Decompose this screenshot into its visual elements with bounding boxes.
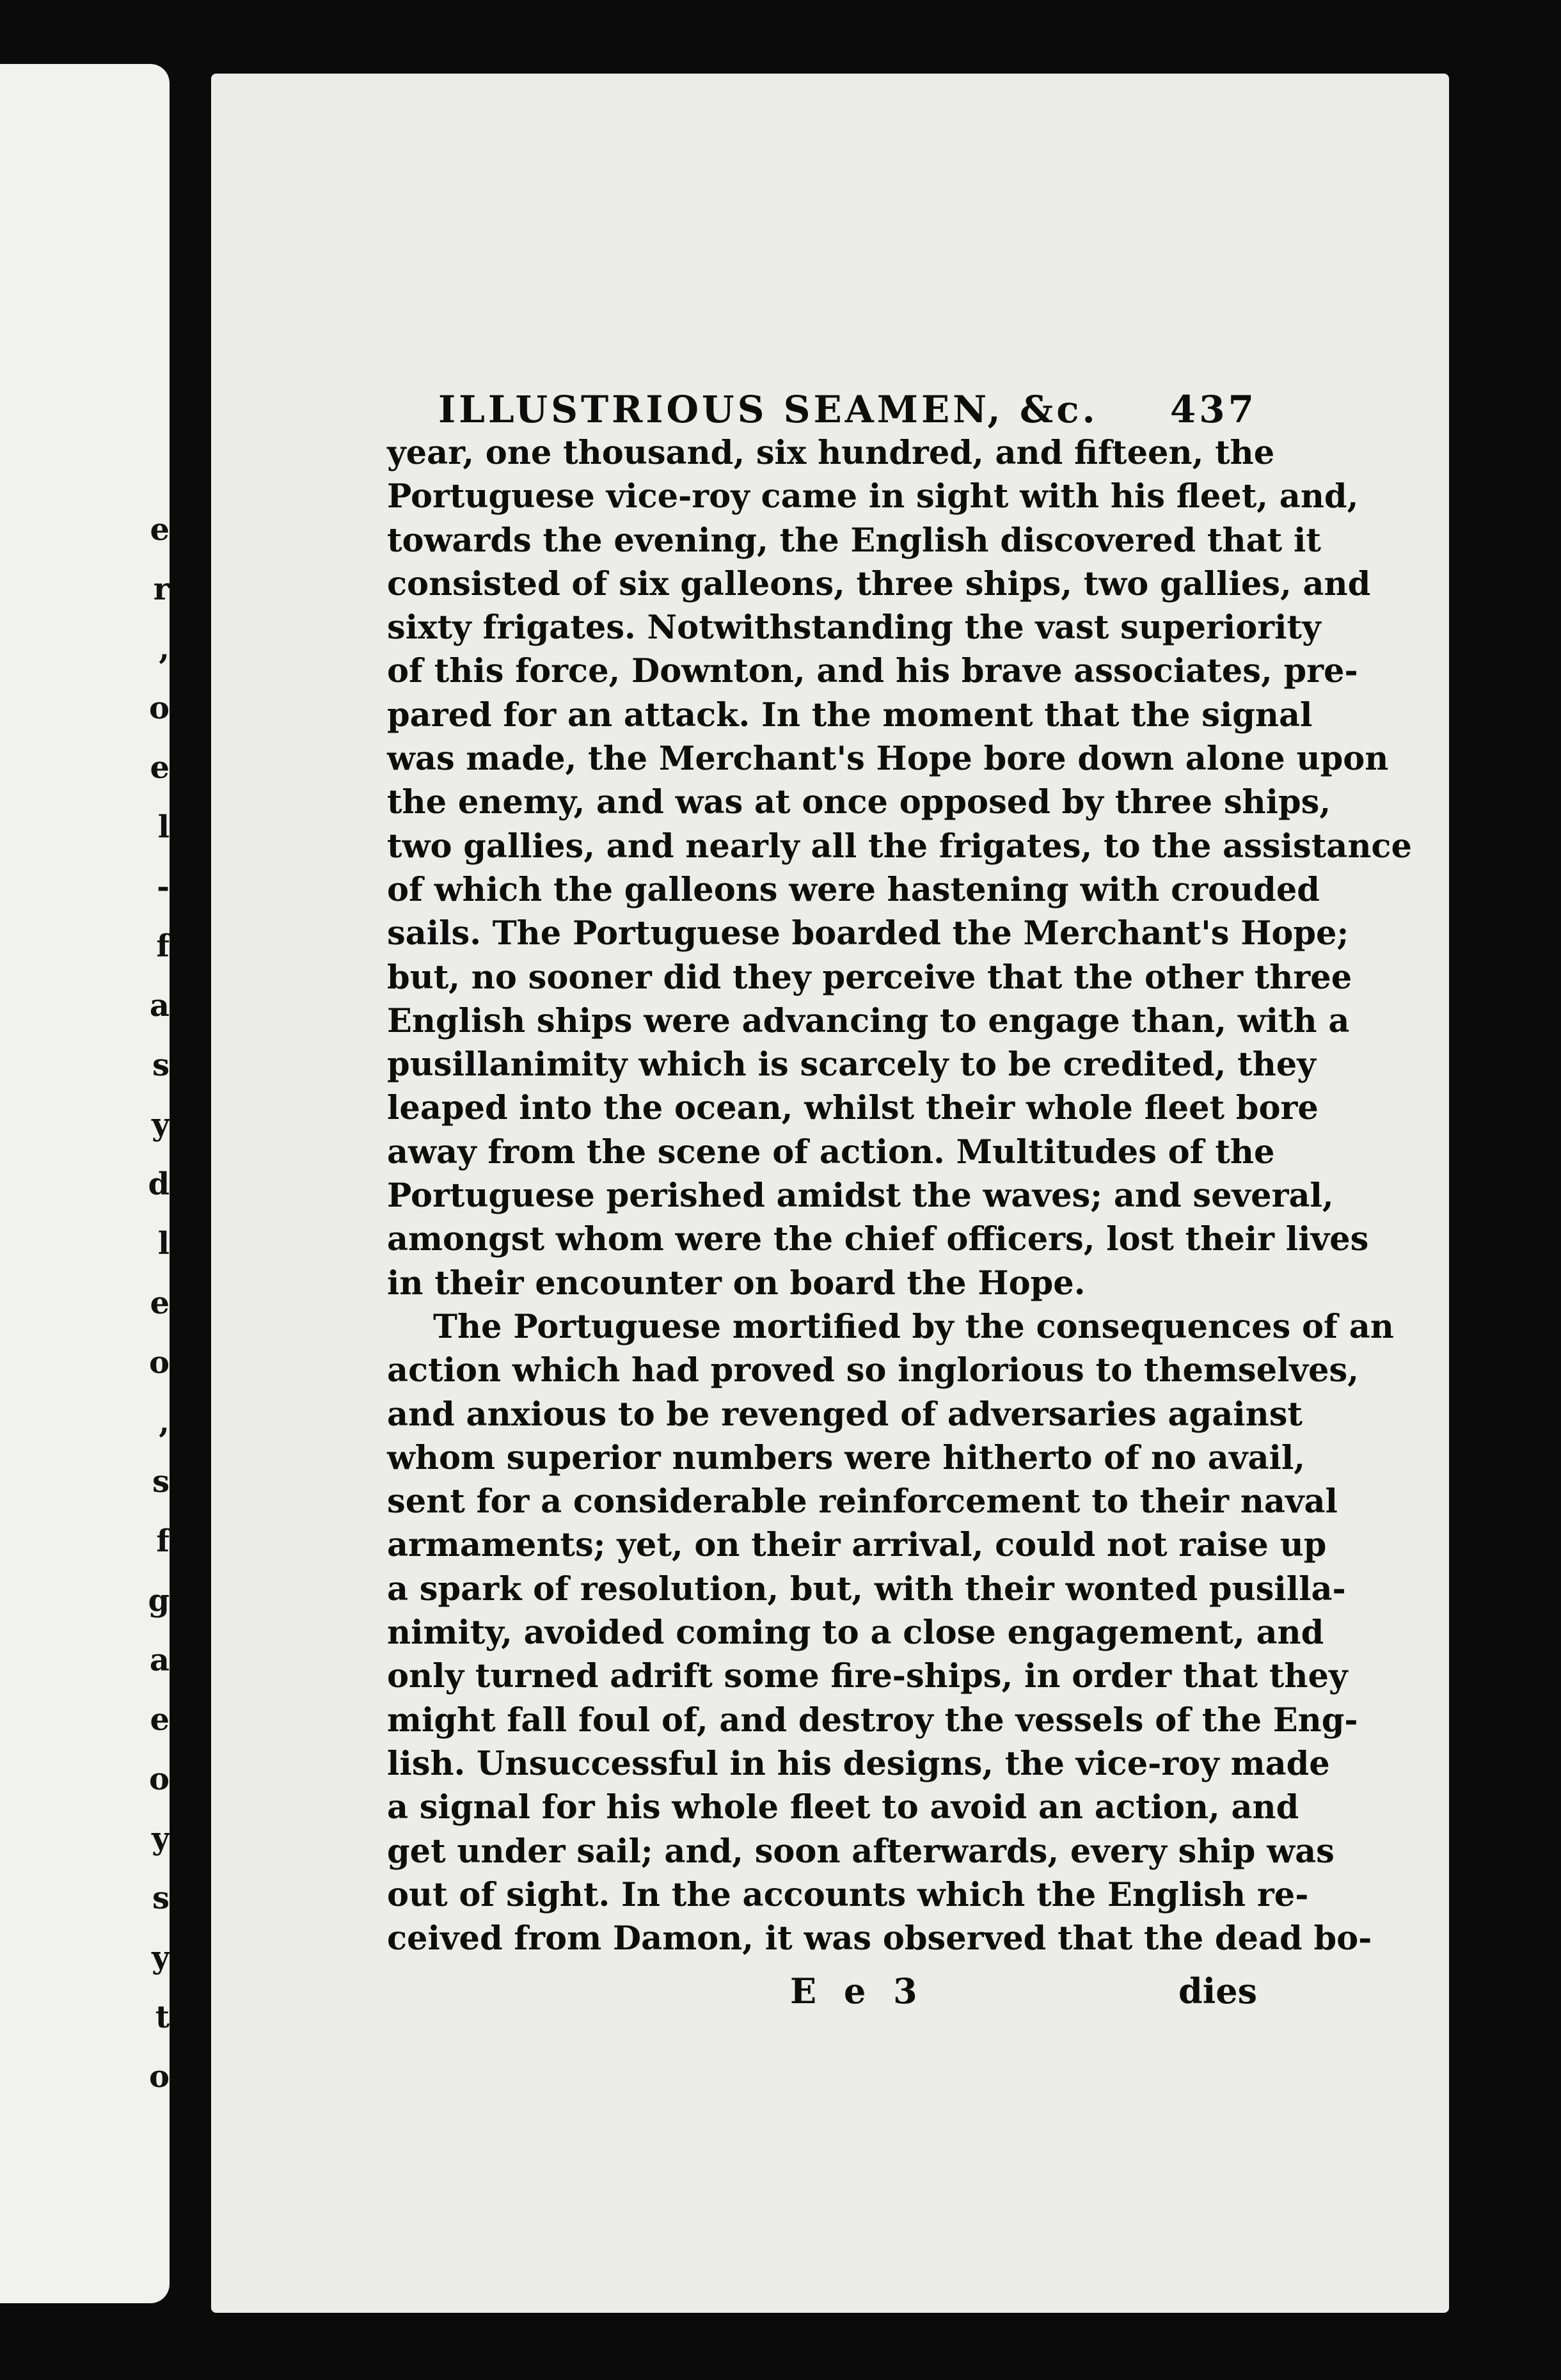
left-page-fragment: a <box>149 1642 170 1678</box>
left-page-fragment: y <box>152 1107 170 1143</box>
text-line: a signal for his whole fleet to avoid an action, and <box>387 1788 1299 1827</box>
text-line: of which the galleons were hastening with crouded <box>387 870 1320 909</box>
running-title: ILLUSTRIOUS SEAMEN, &c. <box>438 388 1098 431</box>
text-line: lish. Unsuccessful in his designs, the vice-roy made <box>387 1744 1330 1783</box>
text-line: might fall foul of, and destroy the vessels of the Eng- <box>387 1701 1358 1740</box>
left-page-fragment: e <box>150 1702 170 1738</box>
text-line: year, one thousand, six hundred, and fifteen, the <box>387 434 1275 472</box>
text-line: ceived from Damon, it was observed that the dead bo- <box>387 1919 1372 1958</box>
text-line: amongst whom were the chief officers, lost their lives <box>387 1220 1369 1259</box>
left-page-fragments <box>0 512 170 2111</box>
text-line: towards the evening, the English discovered that it <box>387 521 1321 560</box>
left-page-fragment: o <box>148 690 170 726</box>
left-page-fragment: o <box>148 1345 170 1381</box>
text-line: consisted of six galleons, three ships, two gallies, and <box>387 564 1371 603</box>
left-page <box>0 64 170 2303</box>
left-page-fragment: - <box>157 869 170 905</box>
left-page-fragment: y <box>152 1940 170 1976</box>
text-line: whom superior numbers were hitherto of no avail, <box>387 1438 1306 1477</box>
text-line: The Portuguese mortified by the consequences of an <box>433 1307 1394 1346</box>
body-text <box>387 431 1412 1960</box>
left-page-fragment: g <box>148 1583 170 1619</box>
text-line: pared for an attack. In the moment that the signal <box>387 695 1313 734</box>
left-page-fragment: , <box>159 631 170 667</box>
left-page-fragment: e <box>150 512 170 548</box>
left-page-fragment: e <box>150 750 170 786</box>
left-page-fragment: y <box>152 1821 170 1857</box>
left-page-fragment: s <box>152 1464 170 1500</box>
text-line: sent for a considerable reinforcement to their naval <box>387 1482 1338 1521</box>
page-footer <box>387 1965 1257 2017</box>
text-line: get under sail; and, soon afterwards, every ship was <box>387 1832 1335 1871</box>
text-line: was made, the Merchant's Hope bore down alone upon <box>387 740 1389 779</box>
left-page-fragment: o <box>148 1761 170 1797</box>
text-line: sails. The Portuguese boarded the Merchant's Hope; <box>387 914 1349 953</box>
text-line: armaments; yet, on their arrival, could not raise up <box>387 1526 1327 1565</box>
left-page-fragment: r <box>153 571 170 607</box>
text-line: in their encounter on board the Hope. <box>387 1264 1086 1303</box>
text-line: leaped into the ocean, whilst their whole fleet bore <box>387 1089 1319 1128</box>
text-line: Portuguese vice-roy came in sight with his fleet, and, <box>387 477 1359 516</box>
left-page-fragment: f <box>156 1523 170 1559</box>
left-page-fragment: a <box>149 988 170 1024</box>
text-line: but, no sooner did they perceive that the other three <box>387 958 1352 997</box>
left-page-fragment: , <box>159 1404 170 1440</box>
left-page-fragment: f <box>156 928 170 964</box>
text-line: away from the scene of action. Multitudes of the <box>387 1132 1275 1171</box>
left-page-fragment: t <box>155 1999 170 2035</box>
left-page-fragment: s <box>152 1047 170 1083</box>
text-line: the enemy, and was at once opposed by three ships, <box>387 783 1331 822</box>
signature-mark: E e 3 <box>790 1971 925 2012</box>
left-page-fragment: e <box>150 1285 170 1321</box>
text-line: two gallies, and nearly all the frigates, to the assistance <box>387 827 1412 866</box>
text-line: out of sight. In the accounts which the English re- <box>387 1875 1309 1914</box>
page-content <box>387 384 1412 2017</box>
left-page-fragment: l <box>157 1226 170 1262</box>
text-line: English ships were advancing to engage than, with a <box>387 1001 1350 1040</box>
text-line: pusillanimity which is scarcely to be credited, they <box>387 1045 1316 1084</box>
text-line: sixty frigates. Notwithstanding the vast superiority <box>387 608 1321 647</box>
page-number: 437 <box>1169 388 1257 431</box>
text-line: only turned adrift some fire-ships, in order that they <box>387 1657 1348 1696</box>
text-line: Portuguese perished amidst the waves; and several, <box>387 1177 1334 1216</box>
left-page-fragment: s <box>152 1880 170 1916</box>
text-line: action which had proved so inglorious to themselves, <box>387 1351 1359 1390</box>
text-line: and anxious to be revenged of adversaries against <box>387 1395 1303 1434</box>
text-line: nimity, avoided coming to a close engagement, and <box>387 1614 1324 1653</box>
catchword: dies <box>1178 1971 1257 2012</box>
left-page-fragment: d <box>148 1166 170 1202</box>
left-page-fragment: l <box>157 809 170 845</box>
left-page-fragment: o <box>148 2059 170 2095</box>
text-line: of this force, Downton, and his brave associates, pre- <box>387 652 1358 691</box>
text-line: a spark of resolution, but, with their wonted pusilla- <box>387 1569 1346 1608</box>
running-header <box>387 384 1257 435</box>
